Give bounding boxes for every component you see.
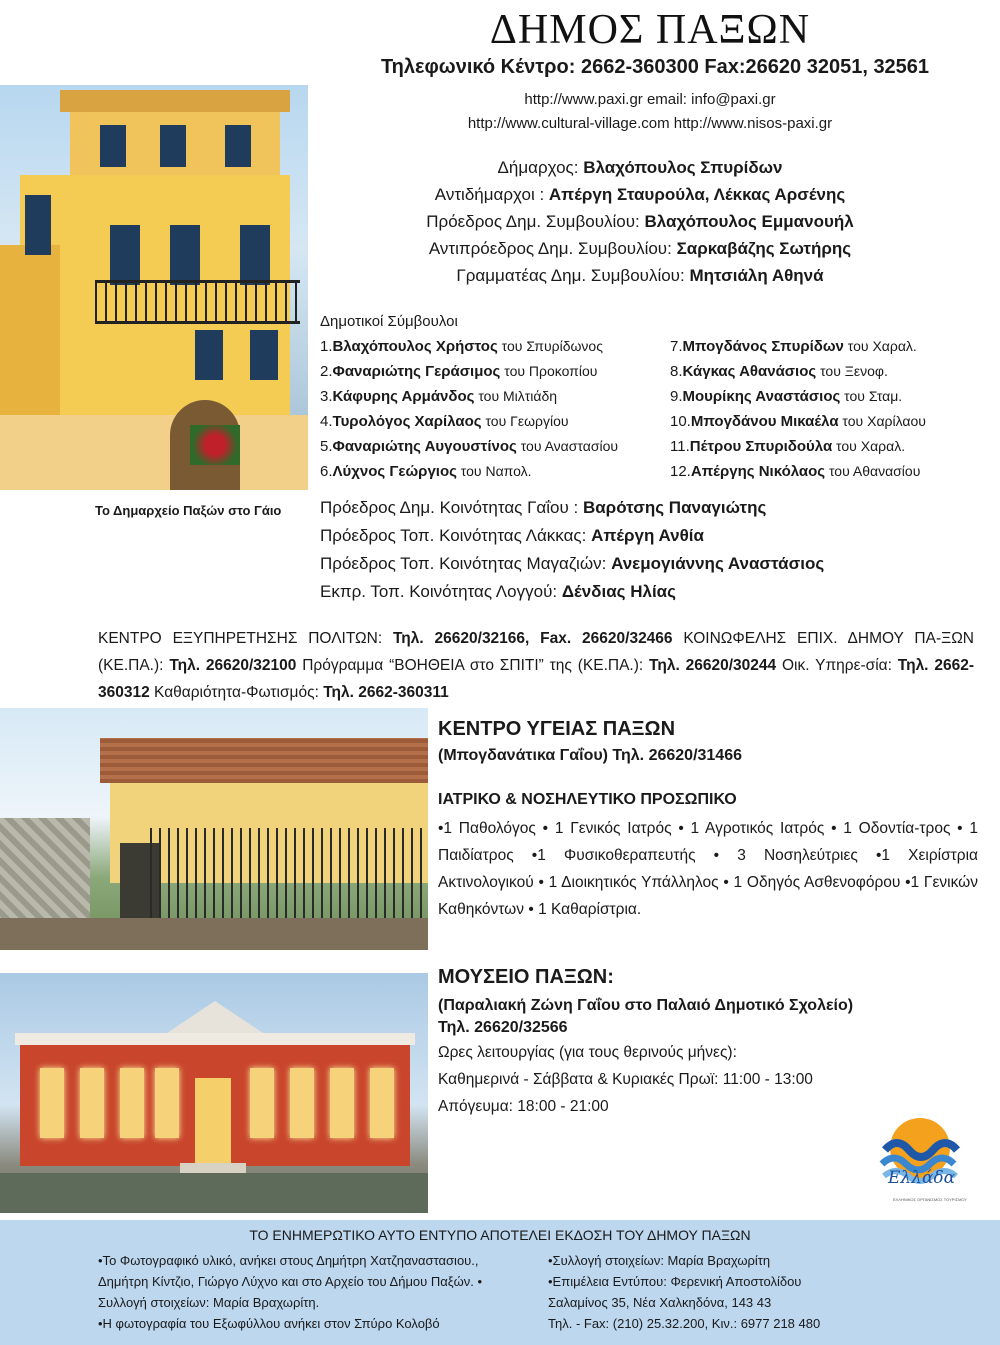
official-council-vice-president: [330, 235, 950, 262]
steps: [180, 1163, 246, 1173]
museum-photo: [0, 973, 428, 1213]
service-contacts: ΚΕΝΤΡΟ ΕΞΥΠΗΡΕΤΗΣΗΣ ΠΟΛΙΤΩΝ: Τηλ. 26620/32166, Fax. 26620/32466 ΚΟΙΝΩΦΕΛΗΣ ΕΠΙΧ. ΔΗΜΟΥ ΠΑ-ΞΩΝ (ΚΕ.ΠΑ.): Τηλ. 26620/32100 Πρόγραμμα “ΒΟΗΘΕΙΑ στο ΣΠΙΤΙ” της (ΚΕ.ΠΑ.): Τηλ. 26620/30244 Οικ. Υπηρε-σία: Τηλ. 2662-360312 Καθαριότητα-Φωτισμός: Τηλ. 2662-360311: [98, 630, 974, 701]
community-gaios: Πρόεδρος Δημ. Κοινότητας Γαΐου : Βαρότσης Παναγιώτης: [320, 498, 767, 517]
building-ground-floor: [0, 415, 308, 490]
council-member: 10.Μπογδάνου Μικαέλα του Χαρίλαου: [670, 413, 926, 430]
switchboard-phone: Τηλεφωνικό Κέντρο: 2662-360300 Fax:26620 32051, 32561: [380, 56, 930, 78]
museum-section: [438, 966, 978, 1120]
window: [80, 1068, 104, 1138]
official-name: Βλαχόπουλος Εμμανουήλ: [644, 212, 854, 231]
footer-heading: ΤΟ ΕΝΗΜΕΡΩΤΙΚΟ ΑΥΤΟ ΕΝΤΥΠΟ ΑΠΟΤΕΛΕΙ ΕΚΔΟΣΗ ΤΟΥ ΔΗΜΟΥ ΠΑΞΩΝ: [249, 1227, 751, 1243]
council-member: 5.Φαναριώτης Αυγουστίνος του Αναστασίου: [320, 438, 619, 455]
window: [120, 1068, 144, 1138]
official-role: Δήμαρχος:: [497, 158, 584, 177]
entrance: [195, 1078, 231, 1166]
museum-phone: Τηλ. 26620/32566: [438, 1019, 568, 1036]
logo-small-text: ΕΛΛΗΝΙΚΟΣ ΟΡΓΑΝΙΣΜΟΣ ΤΟΥΡΙΣΜΟΥ: [892, 1197, 968, 1202]
council-column-left: [320, 334, 665, 484]
official-council-president: [330, 208, 950, 235]
footer-line: •Το Φωτογραφικό υλικό, ανήκει στους Δημήτρη Χατζηαναστασιου.,: [98, 1253, 479, 1268]
window: [240, 225, 270, 285]
staff-title: ΙΑΤΡΙΚΟ & ΝΟΣΗΛΕΥΤΙΚΟ ΠΡΟΣΩΠΙΚΟ: [438, 791, 737, 808]
greece-tourism-logo: [870, 1110, 970, 1210]
official-name: Απέργη Σταυρούλα, Λέκκας Αρσένης: [548, 185, 846, 204]
web-links: [390, 88, 910, 136]
townhall-caption: Το Δημαρχείο Παξών στο Γάιο: [95, 503, 282, 518]
window: [330, 1068, 354, 1138]
official-council-secretary: [330, 262, 950, 289]
council-member: 9.Μουρίκης Αναστάσιος του Σταμ.: [670, 388, 903, 405]
footer-line: Τηλ. - Fax: (210) 25.32.200, Κιν.: 6977 218 480: [548, 1316, 821, 1331]
tiled-roof: [100, 738, 428, 783]
museum-title: ΜΟΥΣΕΙΟ ΠΑΞΩΝ:: [438, 966, 614, 988]
officials-list: [330, 154, 950, 289]
cornice: [15, 1033, 415, 1045]
window: [100, 125, 126, 167]
ground: [0, 918, 428, 950]
health-center-photo: [0, 708, 428, 950]
official-name: Μητσιάλη Αθηνά: [689, 266, 824, 285]
staff-list: •1 Παθολόγος • 1 Γενικός Ιατρός • 1 Αγροτικός Ιατρός • 1 Οδοντία-τρος • 1 Παιδίατρος •1 Φυσικοθεραπευτής • 3 Νοσηλεύτριες •1 Χειρίστρια Ακτινολογικού • 1 Διοικητικός Υπάλληλος • 1 Οδηγός Ασθενοφόρου •1 Γενικών Καθηκόντων • 1 Καθαρίστρια.: [438, 820, 978, 918]
museum-location: (Παραλιακή Ζώνη Γαΐου στο Παλαιό Δημοτικό Σχολείο): [438, 997, 854, 1014]
building-roof: [60, 90, 290, 112]
official-name: Σαρκαβάζης Σωτήρης: [676, 239, 852, 258]
council-heading: Δημοτικοί Σύμβουλοι: [320, 313, 458, 330]
health-center-title: ΚΕΝΤΡΟ ΥΓΕΙΑΣ ΠΑΞΩΝ: [438, 718, 676, 740]
balcony-railing: [95, 280, 300, 324]
community-loggos: Εκπρ. Τοπ. Κοινότητας Λογγού: Δένδιας Ηλίας: [320, 582, 676, 601]
web-line-1[interactable]: http://www.paxi.gr email: info@paxi.gr: [524, 91, 776, 108]
council-member: 7.Μπογδάνος Σπυρίδων του Χαραλ.: [670, 338, 917, 355]
window: [225, 125, 251, 167]
council-member: 3.Κάφυρης Αρμάνδος του Μιλτιάδη: [320, 388, 558, 405]
community-presidents: [320, 494, 940, 606]
window: [170, 225, 200, 285]
window: [195, 330, 223, 380]
footer-credits-right: [548, 1250, 968, 1334]
official-name: Βλαχόπουλος Σπυρίδων: [583, 158, 783, 177]
window: [155, 1068, 179, 1138]
window: [290, 1068, 314, 1138]
museum-hours-label: Ωρες λειτουργίας (για τους θερινούς μήνες):: [438, 1044, 737, 1061]
council-member: 6.Λύχνος Γεώργιος του Ναπολ.: [320, 463, 532, 480]
council-member: 8.Κάγκας Αθανάσιος του Ξενοφ.: [670, 363, 888, 380]
footer-credits-left: [98, 1250, 528, 1334]
health-center-section: [438, 718, 978, 923]
official-deputy-mayors: [330, 181, 950, 208]
health-center-address: (Μπογδανάτικα Γαΐου) Τηλ. 26620/31466: [438, 747, 742, 764]
footer-line: Σαλαμίνος 35, Νέα Χαλκηδόνα, 143 43: [548, 1295, 772, 1310]
community-magazia: Πρόεδρος Τοπ. Κοινότητας Μαγαζιών: Ανεμογιάννης Αναστάσιος: [320, 554, 825, 573]
council-column-right: [670, 334, 990, 484]
web-line-2[interactable]: http://www.cultural-village.com http://www.nisos-paxi.gr: [467, 115, 833, 132]
window: [370, 1068, 394, 1138]
window: [25, 195, 51, 255]
flowers: [190, 425, 240, 465]
council-member: 12.Απέργης Νικόλαος του Αθανασίου: [670, 463, 921, 480]
museum-hours-evening: Απόγευμα: 18:00 - 21:00: [438, 1098, 609, 1115]
museum-hours-morning: Καθημερινά - Σάββατα & Κυριακές Πρωϊ: 11:00 - 13:00: [438, 1071, 813, 1088]
page-title: ΔΗΜΟΣ ΠΑΞΩΝ: [489, 7, 811, 53]
window: [40, 1068, 64, 1138]
council-member: 11.Πέτρου Σπυριδούλα του Χαραλ.: [670, 438, 906, 455]
footer-line: •Επιμέλεια Εντύπου: Φερενική Αποστολίδου: [548, 1274, 802, 1289]
council-member: 1.Βλαχόπουλος Χρήστος του Σπυρίδωνος: [320, 338, 603, 355]
footer-line: •Συλλογή στοιχείων: Μαρία Βραχωρίτη: [548, 1253, 771, 1268]
official-role: Γραμματέας Δημ. Συμβουλίου:: [456, 266, 690, 285]
logo-wordmark: Ελλάδα: [888, 1168, 956, 1188]
window: [250, 1068, 274, 1138]
courtyard: [0, 1173, 428, 1213]
window: [160, 125, 186, 167]
council-member: 2.Φαναριώτης Γεράσιμος του Προκοπίου: [320, 363, 598, 380]
footer-line: •Η φωτογραφία του Εξωφύλλου ανήκει στον Σπύρο Κολοβό: [98, 1316, 440, 1331]
official-role: Αντιδήμαρχοι :: [434, 185, 549, 204]
window: [250, 330, 278, 380]
townhall-photo: [0, 85, 308, 490]
council-member: 4.Τυρολόγος Χαρίλαος του Γεωργίου: [320, 413, 569, 430]
official-mayor: [330, 154, 950, 181]
footer-line: Συλλογή στοιχείων: Μαρία Βραχωρίτη.: [98, 1295, 320, 1310]
community-lakka: Πρόεδρος Τοπ. Κοινότητας Λάκκας: Απέργη Ανθία: [320, 526, 704, 545]
window: [110, 225, 140, 285]
footer-line: Δημήτρη Κίντζιο, Γιώργο Λύχνο και στο Αρχείο του Δήμου Παξών. •: [98, 1274, 483, 1289]
official-role: Πρόεδρος Δημ. Συμβουλίου:: [426, 212, 645, 231]
official-role: Αντιπρόεδρος Δημ. Συμβουλίου:: [428, 239, 677, 258]
